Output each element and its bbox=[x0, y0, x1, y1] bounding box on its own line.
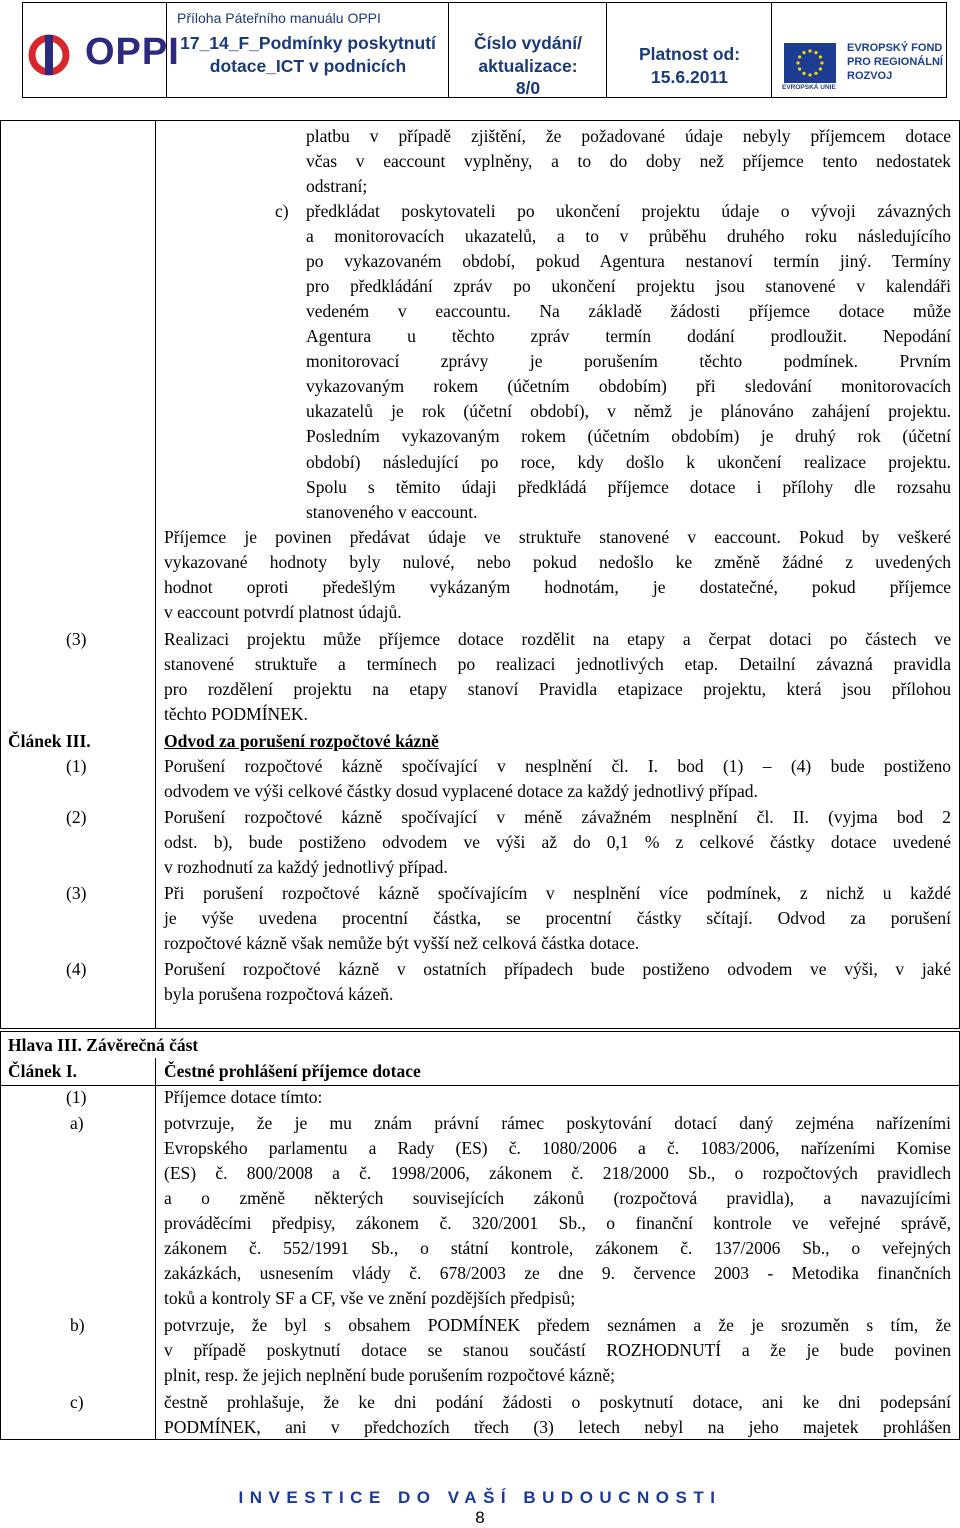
text-line: po vykazovaném období, pokud Agentura nestanoví termín jiný. Termíny bbox=[306, 251, 951, 271]
text-line: byla porušena rozpočtová kázeň. bbox=[164, 984, 394, 1004]
article-label: Článek I. bbox=[8, 1061, 78, 1081]
column-divider bbox=[155, 1058, 156, 1440]
version-value: 8/0 bbox=[515, 78, 541, 98]
text-line: Porušení rozpočtové kázně spočívající v méně závažném nesplnění čl. II. (vyjma bod 2 bbox=[164, 807, 951, 827]
text-line: zakázkách, usnesením vlády č. 678/2003 ze dne 9. července 2003 - Metodika finančních bbox=[164, 1263, 951, 1283]
item-marker: (3) bbox=[66, 883, 87, 903]
text-line: těchto PODMÍNEK. bbox=[164, 704, 308, 724]
text-line: monitorovací zprávy je porušením těchto podmínek. Prvním bbox=[306, 351, 951, 371]
article-title: Odvod za porušení rozpočtové kázně bbox=[164, 731, 439, 751]
text-line: v případě poskytnutí dotace se stanou součástí ROZHODNUTÍ a že je bude povinen bbox=[164, 1340, 951, 1360]
column-divider bbox=[155, 120, 156, 1029]
text-line: PODMÍNEK, ani v předchozích třech (3) letech nebyl na jeho majetek prohlášen bbox=[164, 1417, 951, 1437]
chapter-heading: Hlava III. Závěrečná část bbox=[8, 1035, 199, 1055]
page-number: 8 bbox=[475, 1508, 485, 1527]
item-marker: (3) bbox=[66, 629, 87, 649]
text-line: odstraní; bbox=[306, 176, 368, 196]
item-marker: a) bbox=[70, 1113, 84, 1133]
doc-title-cell bbox=[167, 3, 449, 97]
text-line: Porušení rozpočtové kázně spočívající v nesplnění čl. I. bod (1) – (4) bude postiženo bbox=[164, 756, 951, 776]
oppi-logo-text: OPPI bbox=[85, 31, 180, 73]
text-line: Posledním vykazovaným rokem (účetním obdobím) je druhý rok (účetní bbox=[306, 426, 951, 446]
text-line: odvodem ve výši celkové částky dosud vyplacené dotace za každý jednotlivý případ. bbox=[164, 781, 758, 801]
text-line: v rozhodnutí za každý jednotlivý případ. bbox=[164, 857, 448, 877]
text-line: Příjemce je povinen předávat údaje ve struktuře stanovené v eaccount. Pokud by veškeré bbox=[164, 527, 951, 547]
text-line: Agentura u těchto zpráv termín dodání prodloužit. Nepodání bbox=[306, 326, 951, 346]
text-line: vykazované hodnoty byly nulové, nebo pokud nedošlo ke změně žádné z uvedených bbox=[164, 552, 951, 572]
item-marker: (4) bbox=[66, 959, 87, 979]
text-line: čestně prohlašuje, že ke dni podání žádosti o poskytnutí dotace, ani ke dni podepsání bbox=[164, 1392, 951, 1412]
text-line: vedeném v eaccountu. Na základě žádosti příjemce dotace může bbox=[306, 301, 951, 321]
eu-flag-icon bbox=[784, 43, 836, 83]
item-marker: c) bbox=[275, 201, 289, 221]
article-label: Článek III. bbox=[8, 731, 91, 751]
text-line: zákonem č. 552/1991 Sb., o státní kontrole, zákonem č. 137/2006 Sb., o veřejných bbox=[164, 1238, 951, 1258]
text-line: předkládat poskytovateli po ukončení projektu údaje o vývoji závazných bbox=[306, 201, 951, 221]
eu-fund-line: EVROPSKÝ FOND bbox=[847, 42, 943, 54]
text-line: pro rozdělení projektu na etapy stanoví Pravidla etapizace projektu, která jsou přílohou bbox=[164, 679, 951, 699]
text-line: je výše uvedena procentní částka, se procentní částky sčítají. Odvod za porušení bbox=[164, 908, 951, 928]
item-marker: (1) bbox=[66, 756, 87, 776]
version-label: Číslo vydání/ aktualizace: bbox=[474, 33, 582, 76]
text-line: Spolu s těmito údaji předkládá příjemce dotace i přílohy dle rozsahu bbox=[306, 477, 951, 497]
text-line: Realizaci projektu může příjemce dotace rozdělit na etapy a čerpat dotaci po částech ve bbox=[164, 629, 951, 649]
eu-fund-line: ROZVOJ bbox=[847, 70, 893, 82]
article-title: Čestné prohlášení příjemce dotace bbox=[164, 1061, 421, 1081]
text-line: platbu v případě zjištění, že požadované údaje nebyly příjemcem dotace bbox=[306, 126, 951, 146]
text-line: Porušení rozpočtové kázně v ostatních případech bude postiženo odvodem ve výši, v jaké bbox=[164, 959, 951, 979]
eu-logo-cell bbox=[772, 3, 946, 97]
appendix-label: Příloha Páteřního manuálu OPPI bbox=[177, 10, 381, 26]
text-line: vykazovaným rokem (účetním obdobím) při sledování monitorovacích bbox=[306, 376, 951, 396]
eu-flag-label: EVROPSKÁ UNIE bbox=[782, 84, 836, 91]
text-line: Evropského parlamentu a Rady (ES) č. 1080/2006 a č. 1083/2006, nařízeními Komise bbox=[164, 1138, 951, 1158]
text-line: ukazatelů je rok (účetní období), v němž je plánováno zahájení projektu. bbox=[306, 401, 951, 421]
item-marker: b) bbox=[70, 1315, 85, 1335]
text-line: pro předkládání zpráv po ukončení projektu jsou stanovené v kalendáři bbox=[306, 276, 951, 296]
oppi-logo-cell bbox=[23, 3, 180, 97]
text-line: plnit, resp. že jejich neplnění bude porušením rozpočtové kázně; bbox=[164, 1365, 615, 1385]
text-line: toků a kontroly SF a CF, vše ve znění pozdějších předpisů; bbox=[164, 1288, 576, 1308]
eu-fund-line: PRO REGIONÁLNÍ bbox=[847, 56, 943, 68]
text-line: v eaccount potvrdí platnost údajů. bbox=[164, 602, 402, 622]
version-cell bbox=[449, 3, 607, 97]
text-line: hodnot oproti předešlým vykázaným hodnotám, je dostatečné, pokud příjemce bbox=[164, 577, 951, 597]
text-line: období) následující po roce, kdy došlo k ukončení realizace projektu. bbox=[306, 452, 951, 472]
text-line: potvrzuje, že je mu znám právní rámec poskytování dotací daný zejména nařízeními bbox=[164, 1113, 951, 1133]
doc-title: 17_14_F_Podmínky poskytnutí dotace_ICT v podnicích bbox=[180, 33, 436, 76]
validity-label: Platnost od: bbox=[638, 44, 741, 64]
text-line: stanovené struktuře a termínech po realizaci jednotlivých etap. Detailní závazná pravidla bbox=[164, 654, 951, 674]
eu-fund-text bbox=[847, 41, 943, 83]
text-line: potvrzuje, že byl s obsahem PODMÍNEK předem seznámen a že je srozuměn s tím, že bbox=[164, 1315, 951, 1335]
text-line: Příjemce dotace tímto: bbox=[164, 1087, 323, 1107]
item-marker: (2) bbox=[66, 807, 87, 827]
text-line: stanoveného v eaccount. bbox=[306, 502, 478, 522]
text-line: rozpočtové kázně však nemůže být vyšší než celková částka dotace. bbox=[164, 933, 640, 953]
footer-slogan: INVESTICE DO VAŠÍ BUDOUCNOSTI bbox=[238, 1488, 722, 1507]
text-line: a o změně některých souvisejících zákonů (rozpočtová pravidla), a navazujícími bbox=[164, 1188, 951, 1208]
text-line: včas v eaccount vyplněny, a to do doby než příjemce tento nedostatek bbox=[306, 151, 951, 171]
validity-cell bbox=[607, 3, 772, 97]
text-line: prováděcími předpisy, zákonem č. 320/2001 Sb., o finanční kontrole ve veřejné správě, bbox=[164, 1213, 951, 1233]
document-header bbox=[22, 2, 947, 98]
text-line: odst. b), bude postiženo odvodem ve výši až do 0,1 % z celkové částky dotace uvedené bbox=[164, 832, 951, 852]
item-marker: c) bbox=[70, 1392, 84, 1412]
text-line: Při porušení rozpočtové kázně spočívajícím v nesplnění více podmínek, z nichž u každé bbox=[164, 883, 951, 903]
text-line: a monitorovacích ukazatelů, a to v průběhu druhého roku následujícího bbox=[306, 226, 951, 246]
text-line: (ES) č. 800/2008 a č. 1998/2006, zákonem č. 218/2000 Sb., o rozpočtových pravidlech bbox=[164, 1163, 951, 1183]
validity-value: 15.6.2011 bbox=[651, 67, 728, 87]
item-marker: (1) bbox=[66, 1087, 87, 1107]
